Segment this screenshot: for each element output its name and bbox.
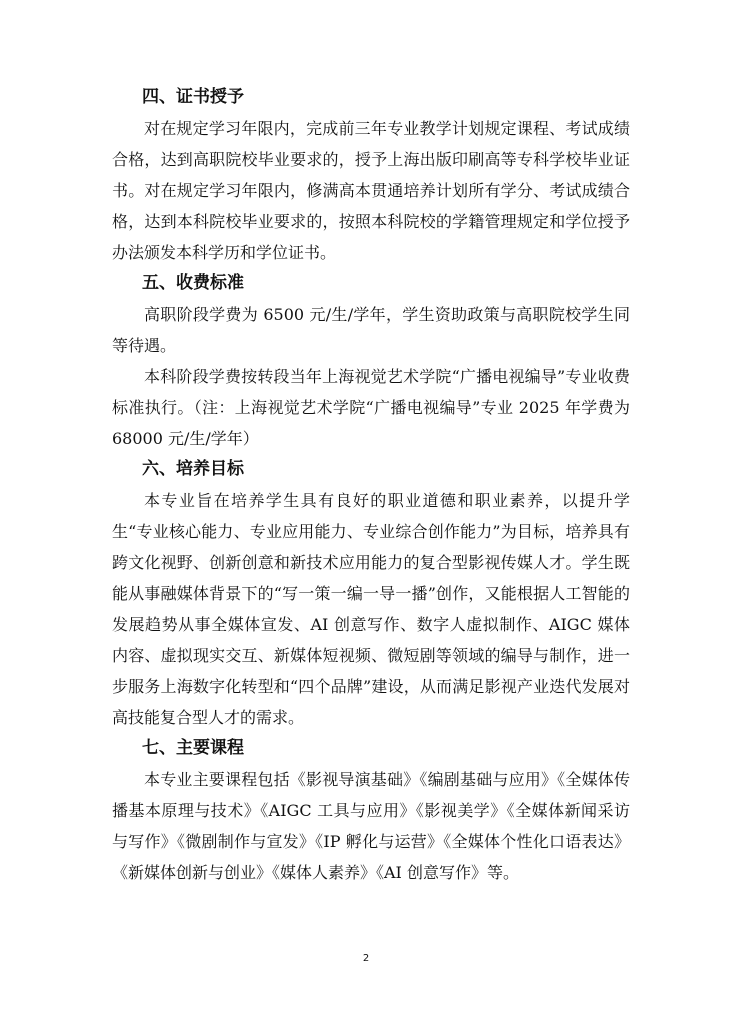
section-heading-goals: 六、培养目标	[142, 459, 244, 479]
paragraph-fees-undergraduate: 本科阶段学费按转段当年上海视觉艺术学院“广播电视编导”专业收费标准执行。（注：上海视觉艺术学院“广播电视编导”专业 2025 年学费为 68000 元/生/学年）	[112, 367, 630, 448]
paragraph-goals: 本专业旨在培养学生具有良好的职业道德和职业素养，以提升学生“专业核心能力、专业应用能力、专业综合创作能力”为目标，培养具有跨文化视野、创新创意和新技术应用能力的复合型影视传媒人才。学生既能从事融媒体背景下的“写一策一编一导一播”创作，又能根据人工智能的发展趋势从事全媒体宣发、AI 创意写作、数字人虚拟制作、AIGC 媒体内容、虚拟现实交互、新媒体短视频、微短剧等领域的编导与制作，进一步服务上海数字化转型和“四个品牌”建设，从而满足影视产业迭代发展对高技能复合型人才的需求。	[112, 491, 630, 727]
paragraph-courses: 本专业主要课程包括《影视导演基础》《编剧基础与应用》《全媒体传播基本原理与技术》《AIGC 工具与应用》《影视美学》《全媒体新闻采访与写作》《微剧制作与宣发》《IP 孵化与运营》《全媒体个性化口语表达》《新媒体创新与创业》《媒体人素养》《AI 创意写作》等。	[112, 770, 630, 882]
section-courses	[112, 733, 630, 888]
page-number: 2	[362, 953, 370, 964]
section-fees	[112, 268, 630, 454]
paragraph-fees-vocational: 高职阶段学费为 6500 元/生/学年，学生资助政策与高职院校学生同等待遇。	[112, 305, 630, 355]
section-goals	[112, 454, 630, 733]
page-body	[112, 82, 630, 888]
section-heading-fees: 五、收费标准	[142, 273, 244, 293]
section-certificate	[112, 82, 630, 268]
section-heading-certificate: 四、证书授予	[142, 87, 244, 107]
section-heading-courses: 七、主要课程	[142, 738, 244, 758]
paragraph-certificate: 对在规定学习年限内，完成前三年专业教学计划规定课程、考试成绩合格，达到高职院校毕业要求的，授予上海出版印刷高等专科学校毕业证书。对在规定学习年限内，修满高本贯通培养计划所有学分、考试成绩合格，达到本科院校毕业要求的，按照本科院校的学籍管理规定和学位授予办法颁发本科学历和学位证书。	[112, 119, 630, 262]
